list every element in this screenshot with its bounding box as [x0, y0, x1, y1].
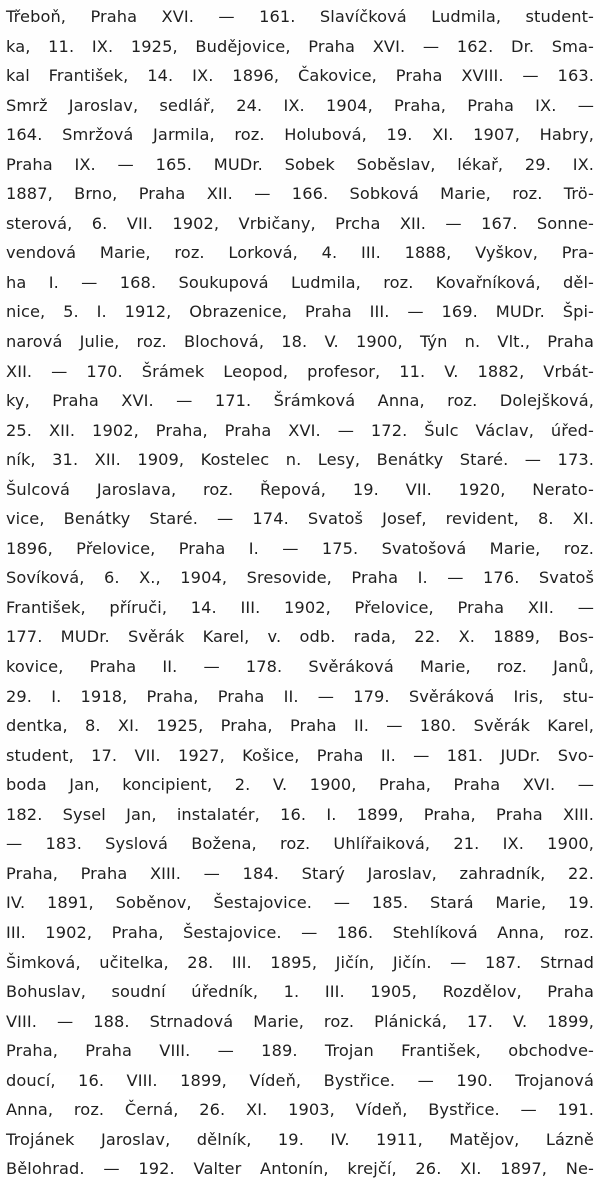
text-line: vice, Benátky Staré. — 174. Svatoš Josef, revident, 8. XI. — [6, 509, 594, 529]
text-line: 29. I. 1918, Praha, Praha II. — 179. Svěráková Iris, stu- — [6, 686, 594, 706]
text-line: — 183. Syslová Božena, roz. Uhlířaiková, 21. IX. 1900, — [6, 834, 594, 854]
text-line: narová Julie, roz. Blochová, 18. V. 1900, Týn n. Vlt., Praha — [6, 332, 594, 352]
text-line: boda Jan, koncipient, 2. V. 1900, Praha, Praha XVI. — — [6, 775, 594, 795]
text-line: František, příruči, 14. III. 1902, Přelovice, Praha XII. — — [6, 597, 594, 617]
text-line: ník, 31. XII. 1909, Kostelec n. Lesy, Benátky Staré. — 173. — [6, 450, 594, 470]
text-line: ka, 11. IX. 1925, Budějovice, Praha XVI. — 162. Dr. Sma- — [6, 36, 594, 56]
text-line: kal František, 14. IX. 1896, Čakovice, Praha XVIII. — 163. — [6, 66, 594, 86]
text-line: doucí, 16. VIII. 1899, Vídeň, Bystřice. — 190. Trojanová — [6, 1070, 594, 1090]
text-line: IV. 1891, Soběnov, Šestajovice. — 185. Stará Marie, 19. — [6, 893, 594, 913]
text-line: Třeboň, Praha XVI. — 161. Slavíčková Ludmila, student- — [6, 7, 594, 26]
text-line: nice, 5. I. 1912, Obrazenice, Praha III. — 169. MUDr. Špi- — [6, 302, 594, 322]
text-line: 1896, Přelovice, Praha I. — 175. Svatošová Marie, roz. — [6, 538, 594, 558]
text-line: 164. Smržová Jarmila, roz. Holubová, 19. XI. 1907, Habry, — [6, 125, 594, 145]
text-line: Praha, Praha VIII. — 189. Trojan František, obchodve- — [6, 1041, 594, 1061]
text-line: ky, Praha XVI. — 171. Šrámková Anna, roz. Dolejšková, — [6, 391, 594, 411]
text-line: Smrž Jaroslav, sedlář, 24. IX. 1904, Praha, Praha IX. — — [6, 95, 594, 115]
text-line: vendová Marie, roz. Lorková, 4. III. 1888, Vyškov, Pra- — [6, 243, 594, 263]
text-line: Praha IX. — 165. MUDr. Sobek Soběslav, lékař, 29. IX. — [6, 154, 594, 174]
text-line: Trojánek Jaroslav, dělník, 19. IV. 1911, Matějov, Lázně — [6, 1129, 594, 1149]
text-line: Anna, roz. Černá, 26. XI. 1903, Vídeň, Bystřice. — 191. — [6, 1100, 594, 1120]
text-line: sterová, 6. VII. 1902, Vrbičany, Prcha XII. — 167. Sonne- — [6, 213, 594, 233]
text-line: XII. — 170. Šrámek Leopod, profesor, 11. V. 1882, Vrbát- — [6, 361, 594, 381]
text-line: VIII. — 188. Strnadová Marie, roz. Plánická, 17. V. 1899, — [6, 1011, 594, 1031]
text-line: 182. Sysel Jan, instalatér, 16. I. 1899, Praha, Praha XIII. — [6, 804, 594, 824]
text-line: Bohuslav, soudní úředník, 1. III. 1905, Rozdělov, Praha — [6, 982, 594, 1002]
text-line: Šimková, učitelka, 28. III. 1895, Jičín, Jičín. — 187. Strnad — [6, 952, 594, 972]
text-line: 177. MUDr. Svěrák Karel, v. odb. rada, 22. X. 1889, Bos- — [6, 627, 594, 647]
text-line: student, 17. VII. 1927, Košice, Praha II. — 181. JUDr. Svo- — [6, 745, 594, 765]
text-line: III. 1902, Praha, Šestajovice. — 186. Stehlíková Anna, roz. — [6, 922, 594, 942]
text-line: Sovíková, 6. X., 1904, Sresovide, Praha I. — 176. Svatoš — [6, 568, 594, 588]
text-line: 1887, Brno, Praha XII. — 166. Sobková Marie, roz. Trö- — [6, 184, 594, 204]
text-line: Praha, Praha XIII. — 184. Starý Jaroslav, zahradník, 22. — [6, 863, 594, 883]
text-line: ha I. — 168. Soukupová Ludmila, roz. Kovařníková, děl- — [6, 272, 594, 292]
text-column — [6, 2, 594, 1184]
text-line: Bělohrad. — 192. Valter Antonín, krejčí, 26. XI. 1897, Ne- — [6, 1159, 594, 1179]
text-line: Šulcová Jaroslava, roz. Řepová, 19. VII. 1920, Nerato- — [6, 479, 594, 499]
text-line: 25. XII. 1902, Praha, Praha XVI. — 172. Šulc Václav, úřed- — [6, 420, 594, 440]
text-line: kovice, Praha II. — 178. Svěráková Marie, roz. Janů, — [6, 657, 594, 677]
text-line: dentka, 8. XI. 1925, Praha, Praha II. — 180. Svěrák Karel, — [6, 716, 594, 736]
